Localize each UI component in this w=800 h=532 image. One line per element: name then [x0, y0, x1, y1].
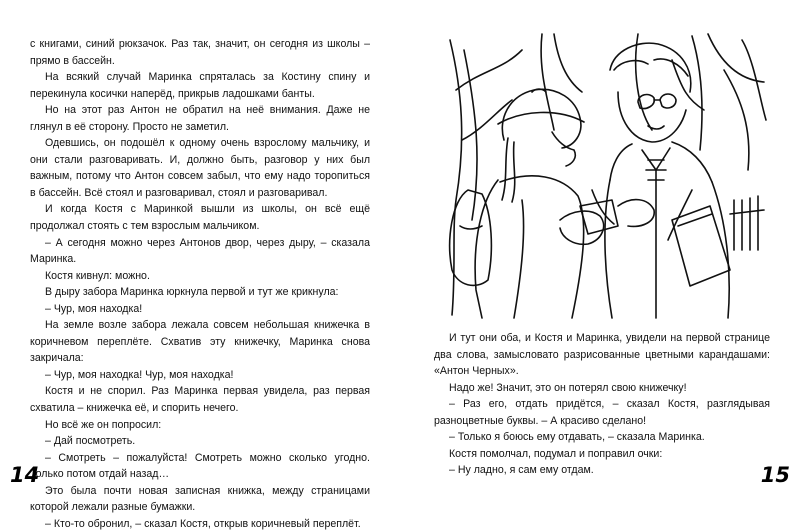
right-page-text — [434, 330, 770, 479]
paragraph: – Раз его, отдать придётся, – сказал Костя, разглядывая разноцветные буквы. – А красиво сделано! — [434, 398, 770, 427]
page-number-left: 14 — [10, 463, 40, 487]
paragraph: Но на этот раз Антон не обратил на неё внимания. Даже не глянул в её сторону. Просто не заметил. — [30, 104, 370, 133]
paragraph: Костя помолчал, подумал и поправил очки: — [449, 447, 663, 460]
paragraph: Но всё же он попросил: — [45, 418, 162, 431]
paragraph: – Ну ладно, я сам ему отдам. — [449, 464, 594, 477]
paragraph: Это была почти новая записная книжка, между страницами которой лежали разные бумажки. — [30, 484, 370, 514]
paragraph: И тут они оба, и Костя и Маринка, увидели на первой странице два слова, замысловато разрисованные цветными карандашами: «Антон Черных». — [434, 332, 770, 378]
paragraph: В дыру забора Маринка юркнула первой и тут же крикнула: — [45, 286, 339, 299]
illustration-two-children-reading-notebook-icon — [442, 30, 772, 320]
paragraph: – А сегодня можно через Антонов двор, через дыру, – сказала Маринка. — [30, 236, 370, 266]
left-page — [0, 0, 400, 530]
paragraph: – Только я боюсь ему отдавать, – сказала Маринка. — [449, 431, 705, 444]
paragraph: – Чур, моя находка! — [45, 302, 143, 315]
paragraph: И когда Костя с Маринкой вышли из школы, он всё ещё продолжал стоять с тем взрослым мальчиком. — [30, 203, 370, 233]
paragraph: Одевшись, он подошёл к одному очень взрослому мальчику, и они стали разговаривать. И, должно быть, разговор у них был важным, потому что Антон совсем забыл, что ему надо торопиться в бассейн. Всё стоял и разговаривал, стоял и разговаривал. — [30, 137, 370, 199]
left-page-text — [30, 36, 370, 532]
paragraph: Костя кивнул: можно. — [45, 269, 150, 282]
paragraph: Костя и не спорил. Раз Маринка первая увидела, раз первая схватила – книжечка её, и спорить нечего. — [30, 385, 370, 415]
paragraph: На земле возле забора лежала совсем небольшая книжечка в коричневом переплёте. Схватив эту книжечку, Маринка снова закричала: — [30, 319, 370, 365]
paragraph: – Кто-то обронил, – сказал Костя, открыв коричневый переплёт. — [45, 517, 361, 530]
paragraph: Надо же! Значит, это он потерял свою книжечку! — [449, 381, 687, 394]
paragraph: – Чур, моя находка! Чур, моя находка! — [45, 368, 234, 381]
paragraph: с книгами, синий рюкзачок. Раз так, значит, он сегодня из школы – прямо в бассейн. — [30, 38, 370, 67]
paragraph: На всякий случай Маринка спряталась за Костину спину и перекинула косички наперёд, прикрыв ладошками банты. — [30, 71, 370, 100]
paragraph: – Смотреть – пожалуйста! Смотреть можно сколько угодно. Только потом отдай назад… — [30, 451, 370, 481]
paragraph: – Дай посмотреть. — [45, 435, 136, 448]
page-number-right: 15 — [760, 463, 790, 487]
right-page — [400, 0, 800, 512]
